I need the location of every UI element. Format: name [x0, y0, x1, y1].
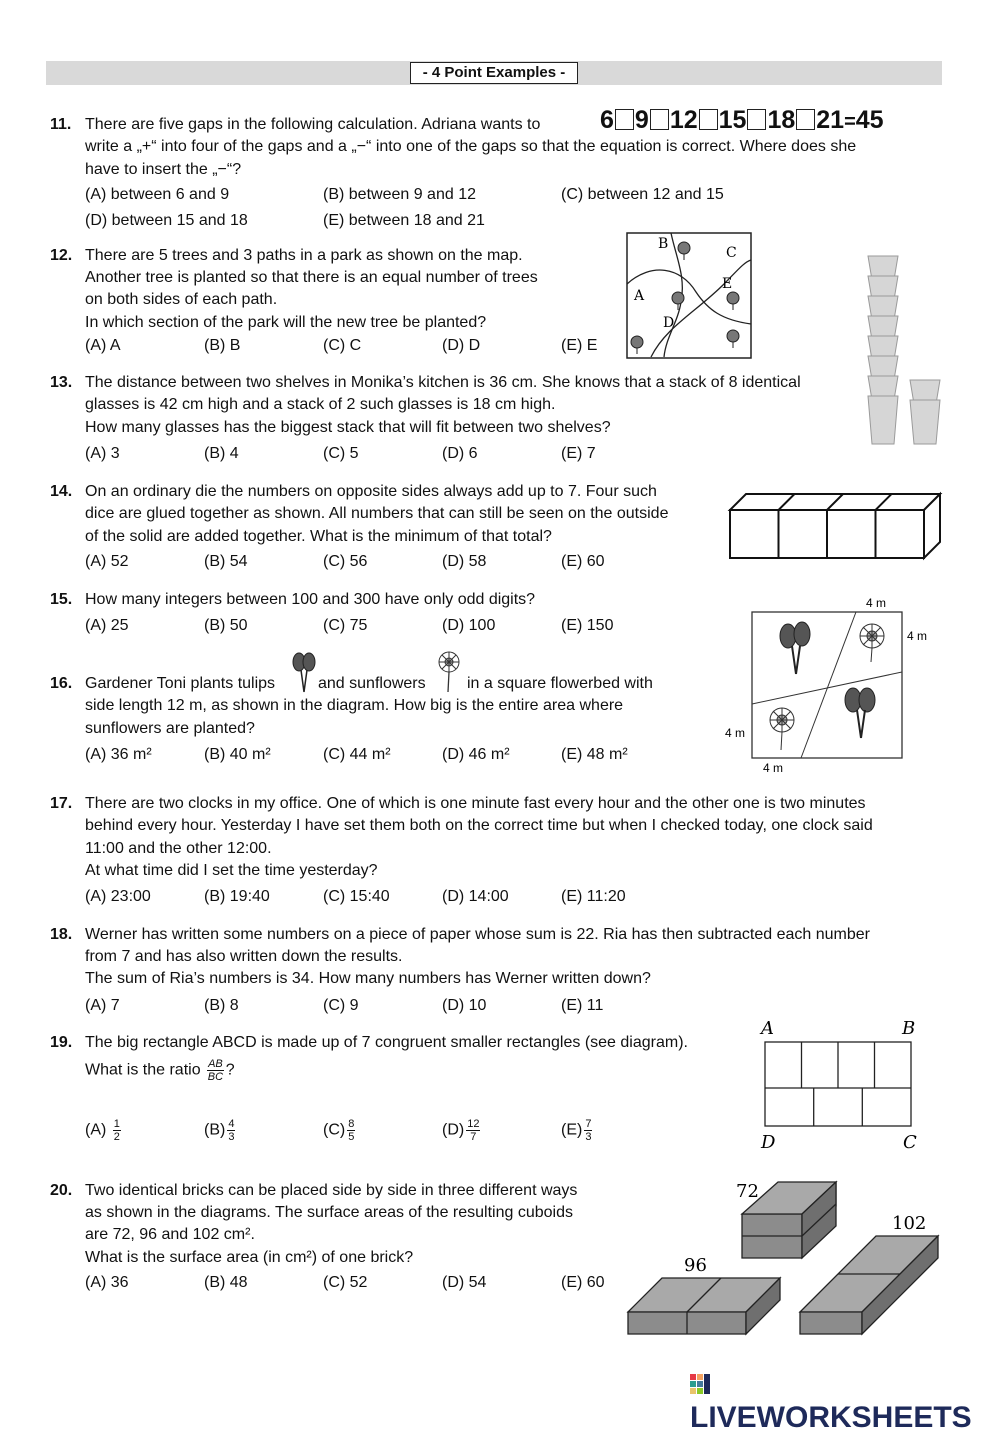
question-number-12: 12. [50, 247, 73, 264]
question-number-16: 16. [50, 675, 73, 692]
brick-label-102: 102 [892, 1213, 927, 1234]
q12-text-line-4: In which section of the park will the new tree be planted? [85, 314, 487, 331]
logo-text: LIVEWORKSHEETS [690, 1401, 972, 1434]
q18-option-d[interactable]: (D) 10 [442, 997, 487, 1014]
q18-text-line-2: from 7 and has also written down the results. [85, 948, 403, 965]
q17-text-line-2: behind every hour. Yesterday I have set them both on the correct time but when I checked today, one clock said [85, 817, 873, 834]
q17-option-a[interactable]: (A) 23:00 [85, 888, 151, 905]
q14-option-e[interactable]: (E) 60 [561, 553, 605, 570]
section-title: - 4 Point Examples - [410, 62, 578, 84]
q17-text-line-3: 11:00 and the other 12:00. [85, 840, 272, 857]
eq-number: 18 [767, 106, 796, 134]
equation-gap[interactable] [796, 109, 815, 130]
equation-gap[interactable] [747, 109, 766, 130]
q15-option-a[interactable]: (A) 25 [85, 617, 129, 634]
q12-text-line-1: There are 5 trees and 3 paths in a park as shown on the map. [85, 247, 523, 264]
question-number-18: 18. [50, 926, 73, 943]
sunflower-icon [436, 650, 462, 694]
q11-option-b[interactable]: (B) between 9 and 12 [323, 186, 476, 203]
eq-number: 6 [600, 106, 614, 134]
q17-option-c[interactable]: (C) 15:40 [323, 888, 390, 905]
q18-option-e[interactable]: (E) 11 [561, 997, 604, 1014]
q16-text-line-1c: in a square flowerbed with [467, 675, 653, 692]
eq-number: 9 [634, 106, 649, 134]
q16-option-d[interactable]: (D) 46 m² [442, 746, 510, 763]
q16-text-line-1a: Gardener Toni plants tulips [85, 675, 276, 692]
q15-option-d[interactable]: (D) 100 [442, 617, 496, 634]
fraction-denominator: BC [207, 1071, 224, 1083]
q20-text-line-1: Two identical bricks can be placed side by side in three different ways [85, 1182, 578, 1199]
dim-left: 4 m [725, 726, 746, 740]
q12-option-a[interactable]: (A) A [85, 337, 121, 354]
q11-option-d[interactable]: (D) between 15 and 18 [85, 212, 248, 229]
q17-text-line-1: There are two clocks in my office. One of which is one minute fast every hour and the other one is two minutes [85, 795, 866, 812]
q20-text-line-2: as shown in the diagrams. The surface areas of the resulting cuboids [85, 1204, 573, 1221]
q17-option-b[interactable]: (B) 19:40 [204, 888, 270, 905]
q13-option-b[interactable]: (B) 4 [204, 445, 239, 462]
brick-label-96: 96 [684, 1255, 707, 1276]
question-number-17: 17. [50, 795, 73, 812]
equation-gap[interactable] [650, 109, 669, 130]
map-label-d: D [663, 315, 675, 331]
question-number-13: 13. [50, 374, 73, 391]
map-label-e: E [722, 276, 733, 292]
q11-option-a[interactable]: (A) between 6 and 9 [85, 186, 230, 203]
eq-number: 12 [669, 106, 698, 134]
q13-text-line-1: The distance between two shelves in Monika’s kitchen is 36 cm. She knows that a stack of 8 identical [85, 374, 801, 391]
q15-text-line-1: How many integers between 100 and 300 have only odd digits? [85, 591, 536, 608]
bricks-diagram [622, 1174, 942, 1338]
q16-option-b[interactable]: (B) 40 m² [204, 746, 271, 763]
q14-text-line-3: of the solid are added together. What is the minimum of that total? [85, 528, 552, 545]
flowerbed-diagram [720, 592, 940, 777]
q13-option-a[interactable]: (A) 3 [85, 445, 120, 462]
q20-text-line-4: What is the surface area (in cm²) of one brick? [85, 1249, 414, 1266]
logo-mark-icon [690, 1372, 714, 1400]
q17-option-d[interactable]: (D) 14:00 [442, 888, 509, 905]
park-map-diagram [626, 232, 752, 359]
q11-text-line-3: have to insert the „−“? [85, 161, 242, 178]
eq-equals: = [844, 111, 856, 133]
question-number-14: 14. [50, 483, 73, 500]
q18-option-b[interactable]: (B) 8 [204, 997, 239, 1014]
q11-equation [600, 105, 884, 137]
q14-option-b[interactable]: (B) 54 [204, 553, 248, 570]
q18-text-line-3: The sum of Ria’s numbers is 34. How many numbers has Werner written down? [85, 970, 651, 987]
eq-result: 45 [855, 106, 884, 134]
q15-option-e[interactable]: (E) 150 [561, 617, 614, 634]
question-number-20: 20. [50, 1182, 73, 1199]
dim-top: 4 m [866, 596, 887, 610]
equation-gap[interactable] [615, 109, 634, 130]
q12-text-line-3: on both sides of each path. [85, 291, 278, 308]
q16-option-c[interactable]: (C) 44 m² [323, 746, 391, 763]
q14-option-d[interactable]: (D) 58 [442, 553, 487, 570]
q14-option-a[interactable]: (A) 52 [85, 553, 129, 570]
question-number-19: 19. [50, 1034, 73, 1051]
q17-option-e[interactable]: (E) 11:20 [561, 888, 626, 905]
q18-option-a[interactable]: (A) 7 [85, 997, 120, 1014]
q20-option-b[interactable]: (B) 48 [204, 1274, 248, 1291]
q18-text-line-1: Werner has written some numbers on a piece of paper whose sum is 22. Ria has then subtracted each number [85, 926, 871, 943]
brick-label-72: 72 [736, 1181, 759, 1202]
corner-b: B [902, 1018, 916, 1039]
q20-option-d[interactable]: (D) 54 [442, 1274, 487, 1291]
q11-option-e[interactable]: (E) between 18 and 21 [323, 212, 485, 229]
q19-question-mark: ? [225, 1061, 235, 1079]
corner-d: D [761, 1132, 776, 1153]
q13-text-line-2: glasses is 42 cm high and a stack of 2 such glasses is 18 cm high. [85, 396, 556, 413]
q12-option-d[interactable]: (D) D [442, 337, 481, 354]
q18-option-c[interactable]: (C) 9 [323, 997, 359, 1014]
q16-option-e[interactable]: (E) 48 m² [561, 746, 628, 763]
q20-text-line-3: are 72, 96 and 102 cm². [85, 1226, 255, 1243]
question-number-15: 15. [50, 591, 73, 608]
equation-gap[interactable] [699, 109, 718, 130]
q19-text-line-2 [85, 1058, 235, 1083]
fraction-numerator: AB [208, 1058, 223, 1070]
q15-option-b[interactable]: (B) 50 [204, 617, 248, 634]
map-label-b: B [658, 236, 669, 252]
q16-text-line-3: sunflowers are planted? [85, 720, 255, 737]
q11-text-line-2: write a „+“ into four of the gaps and a „−“ into one of the gaps so that the equation is correct. Where does she [85, 138, 857, 155]
question-number-11: 11. [50, 116, 72, 133]
q12-option-c[interactable]: (C) C [323, 337, 362, 354]
q19-option-b[interactable]: (B) $\frac{4}{3}$ [204, 1118, 235, 1143]
q17-text-line-4: At what time did I set the time yesterday? [85, 862, 378, 879]
eq-number: 21 [816, 106, 845, 134]
glasses-stack-illustration [864, 250, 944, 446]
eq-number: 15 [718, 106, 747, 134]
q12-text-line-2: Another tree is planted so that there is an equal number of trees [85, 269, 538, 286]
q16-text-line-2: side length 12 m, as shown in the diagram. How big is the entire area where [85, 697, 624, 714]
q19-option-c[interactable]: (C) $\frac{8}{5}$ [323, 1118, 355, 1143]
q20-option-a[interactable]: (A) 36 [85, 1274, 129, 1291]
q14-text-line-2: dice are glued together as shown. All numbers that can still be seen on the outside [85, 505, 669, 522]
q13-text-line-3: How many glasses has the biggest stack that will fit between two shelves? [85, 419, 611, 436]
glued-dice-diagram [728, 492, 944, 560]
q19-option-d[interactable]: (D) $\frac{12}{7}$ [442, 1118, 480, 1143]
q13-option-c[interactable]: (C) 5 [323, 445, 359, 462]
q11-option-c[interactable]: (C) between 12 and 15 [561, 186, 724, 203]
dim-right: 4 m [907, 629, 928, 643]
rectangle-abcd-diagram [755, 1014, 930, 1154]
liveworksheets-logo [690, 1372, 1000, 1435]
q14-option-c[interactable]: (C) 56 [323, 553, 368, 570]
dim-bottom: 4 m [763, 761, 784, 775]
q12-option-e[interactable]: (E) E [561, 337, 598, 354]
q13-option-e[interactable]: (E) 7 [561, 445, 596, 462]
q13-option-d[interactable]: (D) 6 [442, 445, 478, 462]
corner-a: A [761, 1018, 774, 1039]
tulip-icon [290, 652, 318, 694]
corner-c: C [903, 1132, 917, 1153]
q19-ratio-prompt: What is the ratio [85, 1061, 201, 1079]
q20-option-e[interactable]: (E) 60 [561, 1274, 605, 1291]
q19-ratio-fraction [207, 1058, 224, 1083]
q11-text-line-1: There are five gaps in the following calculation. Adriana wants to [85, 116, 541, 133]
map-label-a: A [634, 288, 645, 304]
q16-option-a[interactable]: (A) 36 m² [85, 746, 152, 763]
q19-option-a[interactable]: (A) $\frac{1}{2}$ [85, 1118, 120, 1143]
q12-option-b[interactable]: (B) B [204, 337, 241, 354]
q15-option-c[interactable]: (C) 75 [323, 617, 368, 634]
q20-option-c[interactable]: (C) 52 [323, 1274, 368, 1291]
q14-text-line-1: On an ordinary die the numbers on opposite sides always add up to 7. Four such [85, 483, 657, 500]
q16-text-line-1b: and sunflowers [318, 675, 426, 692]
q19-option-e[interactable]: (E) $\frac{7}{3}$ [561, 1118, 592, 1143]
q19-text-line-1: The big rectangle ABCD is made up of 7 congruent smaller rectangles (see diagram). [85, 1034, 688, 1051]
map-label-c: C [726, 245, 737, 261]
